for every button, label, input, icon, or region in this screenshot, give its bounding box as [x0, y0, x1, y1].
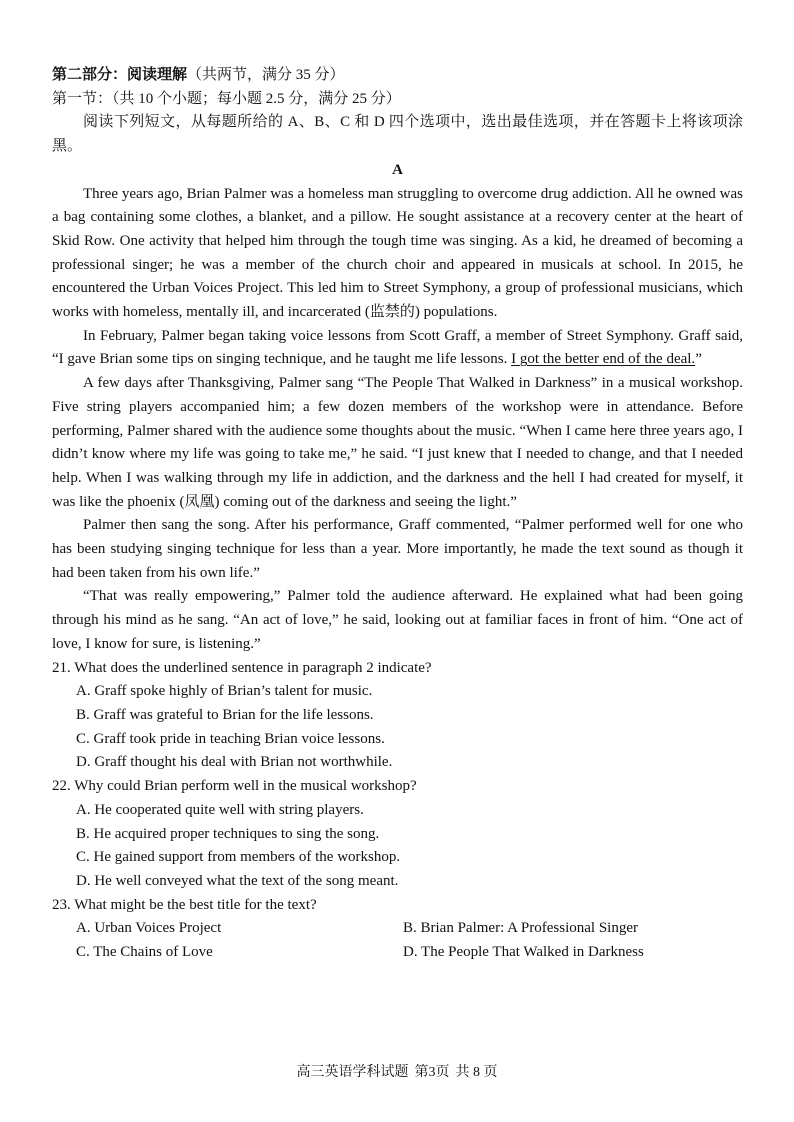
- paragraph-4: Palmer then sang the song. After his performance, Graff commented, “Palmer performed well for one who has been studying singing technique for less than a year. More importantly, he made the text sound as though it had been taken from his own life.”: [52, 517, 743, 581]
- part-line: 第一节：（共 10 个小题；每小题 2.5 分，满分 25 分）: [52, 90, 401, 107]
- option-a: A. Urban Voices Project: [76, 920, 222, 937]
- section-heading: [52, 64, 743, 88]
- question-22: [52, 775, 743, 894]
- page-footer: [0, 1061, 794, 1085]
- options-row-1: [52, 917, 743, 941]
- option-d: D. Graff thought his deal with Brian not worthwhile.: [76, 754, 393, 771]
- option-b: B. He acquired proper techniques to sing the song.: [76, 825, 380, 842]
- section-note: （共两节，满分 35 分）: [187, 67, 345, 83]
- instructions: 阅读下列短文，从每题所给的 A、B、C 和 D 四个选项中，选出最佳选项，并在答题卡上将该项涂黑。: [52, 114, 743, 155]
- option-d: D. The People That Walked in Darkness: [403, 944, 644, 961]
- paragraph-1: Three years ago, Brian Palmer was a homeless man struggling to overcome drug addiction. All he owned was a bag containing some clothes, a blanket, and a pillow. He sought assistance at a recovery center at the heart of Skid Row. One activity that helped him through the tough time was singing. As a kid, he dreamed of becoming a professional singer; he was a member of the church choir and appeared in musicals at school. In 2015, he encountered the Urban Voices Project. This led him to Street Symphony, a group of professional musicians, which works with homeless, mentally ill, and incarcerated (监禁的) populations.: [52, 185, 743, 321]
- question-23: [52, 894, 743, 965]
- option-b: B. Brian Palmer: A Professional Singer: [403, 920, 638, 937]
- paragraph-2-closing-quote: ”: [695, 351, 702, 368]
- passage-letter: A: [392, 161, 403, 178]
- question-stem: 21. What does the underlined sentence in paragraph 2 indicate?: [52, 659, 432, 676]
- footer-page-current: 第3页: [414, 1065, 450, 1080]
- option-b: B. Graff was grateful to Brian for the life lessons.: [76, 706, 374, 723]
- paragraph-5: “That was really empowering,” Palmer told the audience afterward. He explained what had been going through his mind as he sang. “An act of love,” he said, looking out at familiar faces in front of him. “One act of love, I know for sure, is listening.”: [52, 588, 743, 652]
- question-stem: 22. Why could Brian perform well in the musical workshop?: [52, 778, 417, 795]
- option-a: A. He cooperated quite well with string players.: [76, 801, 364, 818]
- footer-subject: 高三英语学科试题: [296, 1065, 409, 1080]
- footer-page-total: 共 8 页: [455, 1065, 498, 1080]
- page-content: [52, 64, 743, 965]
- option-c: C. Graff took pride in teaching Brian voice lessons.: [76, 730, 385, 747]
- option-a: A. Graff spoke highly of Brian’s talent for music.: [76, 683, 373, 700]
- option-c: C. He gained support from members of the workshop.: [76, 849, 401, 866]
- options-row-2: [52, 941, 743, 965]
- question-stem: 23. What might be the best title for the text?: [52, 896, 317, 913]
- paragraph-2: [52, 325, 743, 372]
- option-d: D. He well conveyed what the text of the song meant.: [76, 872, 399, 889]
- section-title: 第二部分：阅读理解: [52, 67, 188, 83]
- paragraph-2-text: In February, Palmer began taking voice lessons from Scott Graff, a member of Street Symphony. Graff said, “I gave Brian some tips on singing technique, and he taught me life lessons.: [52, 327, 743, 368]
- underlined-sentence: I got the better end of the deal.: [511, 351, 696, 368]
- paragraph-3: A few days after Thanksgiving, Palmer sang “The People That Walked in Darkness” in a musical workshop. Five string players accompanied him; a few dozen members of the workshop were in attendance. Before performing, Palmer shared with the audience some thoughts about the music. “When I came here three years ago, I didn’t know where my life was going to take me,” he said. “I just knew that I needed to change, and that I needed help. When I was walking through my life in addiction, and the darkness and the hell I had created for myself, it was like the phoenix (凤凰) coming out of the darkness and seeing the light.”: [52, 375, 743, 510]
- option-c: C. The Chains of Love: [76, 944, 213, 961]
- question-21: [52, 657, 743, 776]
